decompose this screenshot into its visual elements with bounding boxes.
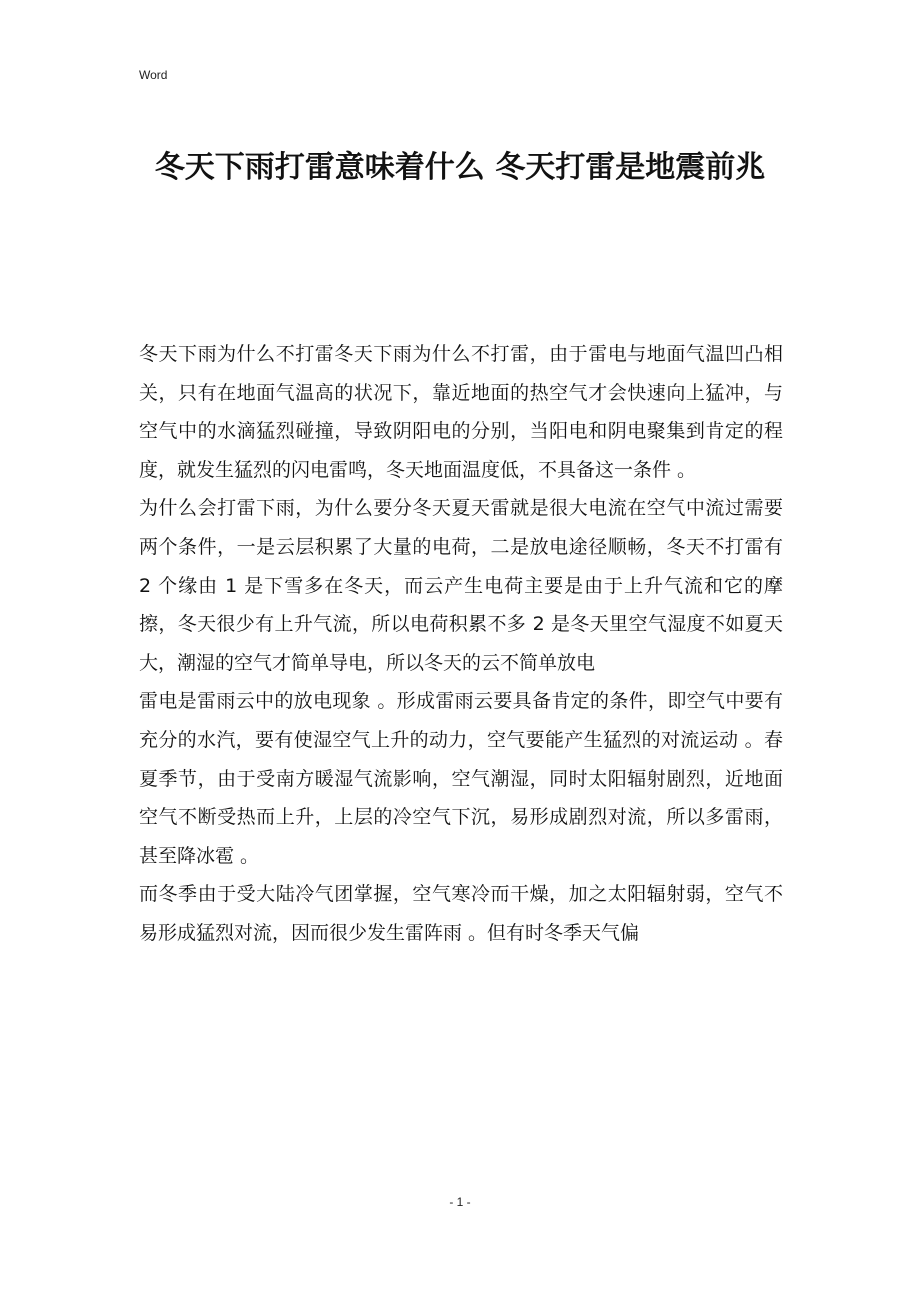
- paragraph: 雷电是雷雨云中的放电现象 。形成雷雨云要具备肯定的条件，即空气中要有充分的水汽，要有使湿空气上升的动力，空气要能产生猛烈的对流运动 。春夏季节，由于受南方暖湿气流影响，空气潮湿，同时太阳辐射剧烈，近地面空气不断受热而上升，上层的冷空气下沉，易形成剧烈对流，所以多雷雨，甚至降冰雹 。: [139, 690, 783, 867]
- header-label: Word: [139, 68, 168, 82]
- paragraph: 为什么会打雷下雨，为什么要分冬天夏天雷就是很大电流在空气中流过需要两个条件，一是云层积累了大量的电荷，二是放电途径顺畅，冬天不打雷有 2 个缘由 1 是下雪多在冬天，而云产生电荷主要是由于上升气流和它的摩擦，冬天很少有上升气流，所以电荷积累不多 2 是冬天里空气湿度不如夏天大，潮湿的空气才简单导电，所以冬天的云不简单放电: [139, 497, 783, 674]
- document-title: 冬天下雨打雷意味着什么 冬天打雷是地震前兆: [154, 150, 766, 185]
- page-number: - 1 -: [449, 1195, 471, 1209]
- paragraph: 冬天下雨为什么不打雷冬天下雨为什么不打雷，由于雷电与地面气温凹凸相关，只有在地面气温高的状况下，靠近地面的热空气才会快速向上猛冲，与空气中的水滴猛烈碰撞，导致阴阳电的分别，当阳电和阴电聚集到肯定的程度，就发生猛烈的闪电雷鸣，冬天地面温度低，不具备这一条件 。: [139, 343, 783, 481]
- document-body: [139, 335, 783, 953]
- paragraph: 而冬季由于受大陆冷气团掌握，空气寒冷而干燥，加之太阳辐射弱，空气不易形成猛烈对流，因而很少发生雷阵雨 。但有时冬季天气偏: [139, 883, 783, 944]
